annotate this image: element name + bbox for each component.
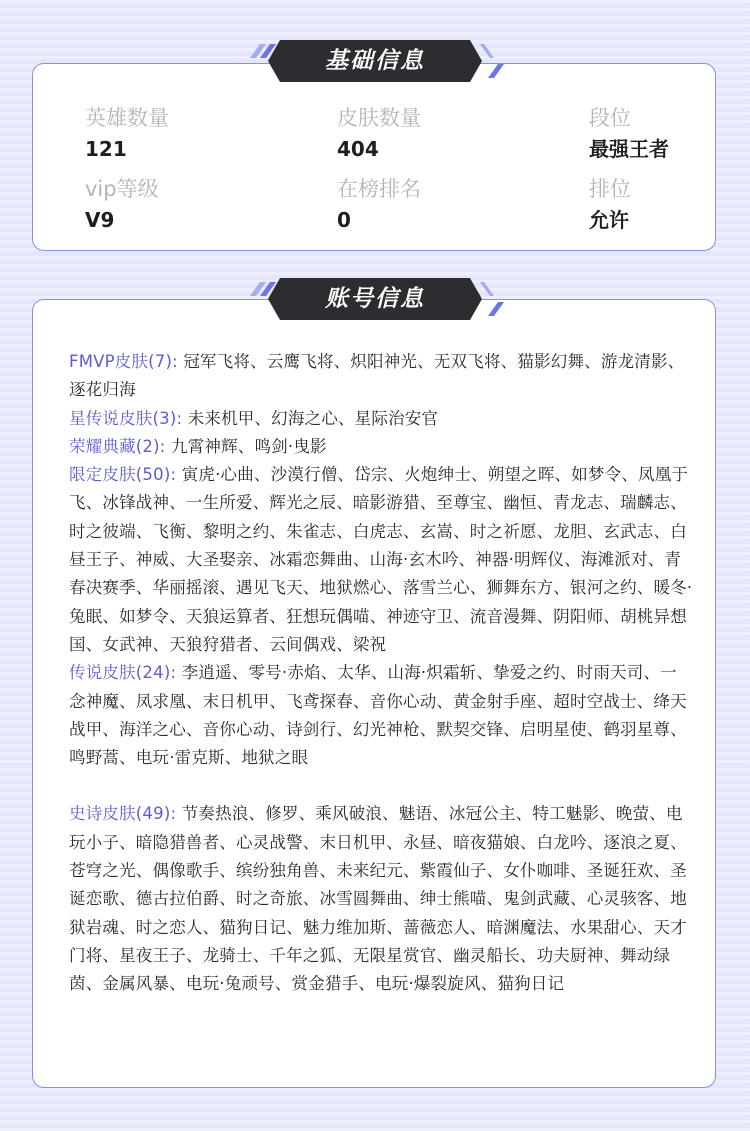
skin-group-fmvp — [69, 348, 693, 405]
stat-vip-level — [85, 176, 159, 233]
skin-group-label: 荣耀典藏(2): — [69, 436, 166, 456]
stat-value: 0 — [337, 208, 351, 232]
account-info-card — [32, 299, 716, 1088]
skin-group-label: 限定皮肤(50): — [69, 465, 177, 485]
stat-leaderboard-rank — [337, 176, 421, 233]
skin-group-label: 史诗皮肤(49): — [69, 804, 177, 824]
skin-group-items: 李逍遥、零号·赤焰、太华、山海·炽霜斩、挚爱之约、时雨天司、一念神魔、凤求凰、末日机甲、飞鸢探春、音你心动、黄金射手座、超时空战士、绛天战甲、海洋之心、音你心动、诗剑行、幻光神枪、默契交锋、启明星使、鹤羽星尊、鸣野蒿、电玩·雷克斯、地狱之眼 — [69, 663, 687, 768]
stat-label: 英雄数量 — [85, 106, 169, 130]
stat-value: 允许 — [589, 208, 629, 232]
account-info-title: 账号信息 — [325, 286, 425, 312]
skin-group-epic — [69, 800, 693, 998]
stat-label: vip等级 — [85, 177, 159, 201]
skin-group-limited — [69, 461, 693, 659]
basic-info-card — [32, 63, 716, 251]
skin-group-items: 节奏热浪、修罗、乘风破浪、魅语、冰冠公主、特工魅影、晚萤、电玩小子、暗隐猎兽者、心灵战警、末日机甲、永昼、暗夜猫娘、白龙吟、逐浪之夏、苍穹之光、偶像歌手、缤纷独角兽、未来纪元、紫霞仙子、女仆咖啡、圣诞狂欢、圣诞恋歌、德古拉伯爵、时之奇旅、冰雪圆舞曲、绅士熊喵、鬼剑武藏、心灵骇客、地狱岩魂、时之恋人、猫狗日记、魅力维加斯、蔷薇恋人、暗渊魔法、水果甜心、天才门将、星夜王子、龙骑士、千年之狐、无限星赏官、幽灵船长、功夫厨神、舞动绿茵、金属风暴、电玩·兔顽号、赏金猎手、电玩·爆裂旋风、猫狗日记 — [69, 804, 687, 994]
basic-info-title: 基础信息 — [325, 48, 425, 74]
account-info-banner — [246, 276, 504, 322]
skin-group-legend — [69, 659, 693, 772]
skin-group-glory-collection — [69, 433, 693, 461]
stat-label: 在榜排名 — [337, 177, 421, 201]
skin-group-label: FMVP皮肤(7): — [69, 352, 178, 371]
stat-skin-count — [337, 105, 421, 162]
skin-group-items: 寅虎·心曲、沙漠行僧、岱宗、火炮绅士、朔望之晖、如梦令、凤凰于飞、冰锋战神、一生所爱、辉光之辰、暗影游猎、至尊宝、幽恒、青龙志、瑞麟志、时之彼端、飞衡、黎明之约、朱雀志、白虎志、玄嵩、时之祈愿、龙胆、玄武志、白昼王子、神威、大圣娶亲、冰霜恋舞曲、山海·玄木吟、神器·明辉仪、海滩派对、青春决赛季、华丽摇滚、遇见飞天、地狱燃心、落雪兰心、狮舞东方、银河之约、暖冬·兔眠、如梦令、天狼运算者、狂想玩偶喵、神迹守卫、流音漫舞、阴阳师、胡桃异想国、女武神、天狼狩猎者、云间偶戏、梁祝 — [69, 465, 693, 654]
basic-info-banner — [246, 38, 504, 84]
skin-group-label: 传说皮肤(24): — [69, 663, 177, 683]
stat-label: 排位 — [589, 177, 631, 201]
stat-hero-count — [85, 105, 169, 162]
skin-group-items: 九霄神辉、鸣剑·曳影 — [171, 436, 327, 456]
stat-rank-tier — [589, 105, 669, 162]
stat-value: 最强王者 — [589, 137, 669, 161]
skin-group-items: 未来机甲、幻海之心、星际治安官 — [187, 408, 439, 428]
skin-list — [69, 348, 693, 999]
stat-label: 段位 — [589, 106, 631, 130]
group-spacer — [69, 772, 693, 800]
stat-label: 皮肤数量 — [337, 106, 421, 130]
stat-value: 121 — [85, 137, 127, 161]
skin-group-label: 星传说皮肤(3): — [69, 408, 183, 428]
stat-value: 404 — [337, 137, 379, 161]
stat-value: V9 — [85, 208, 115, 232]
stat-ranked-allowed — [589, 176, 631, 233]
skin-group-star-legend — [69, 405, 693, 433]
skin-group-items: 冠军飞将、云鹰飞将、炽阳神光、无双飞将、猫影幻舞、游龙清影、逐花归海 — [69, 352, 685, 400]
